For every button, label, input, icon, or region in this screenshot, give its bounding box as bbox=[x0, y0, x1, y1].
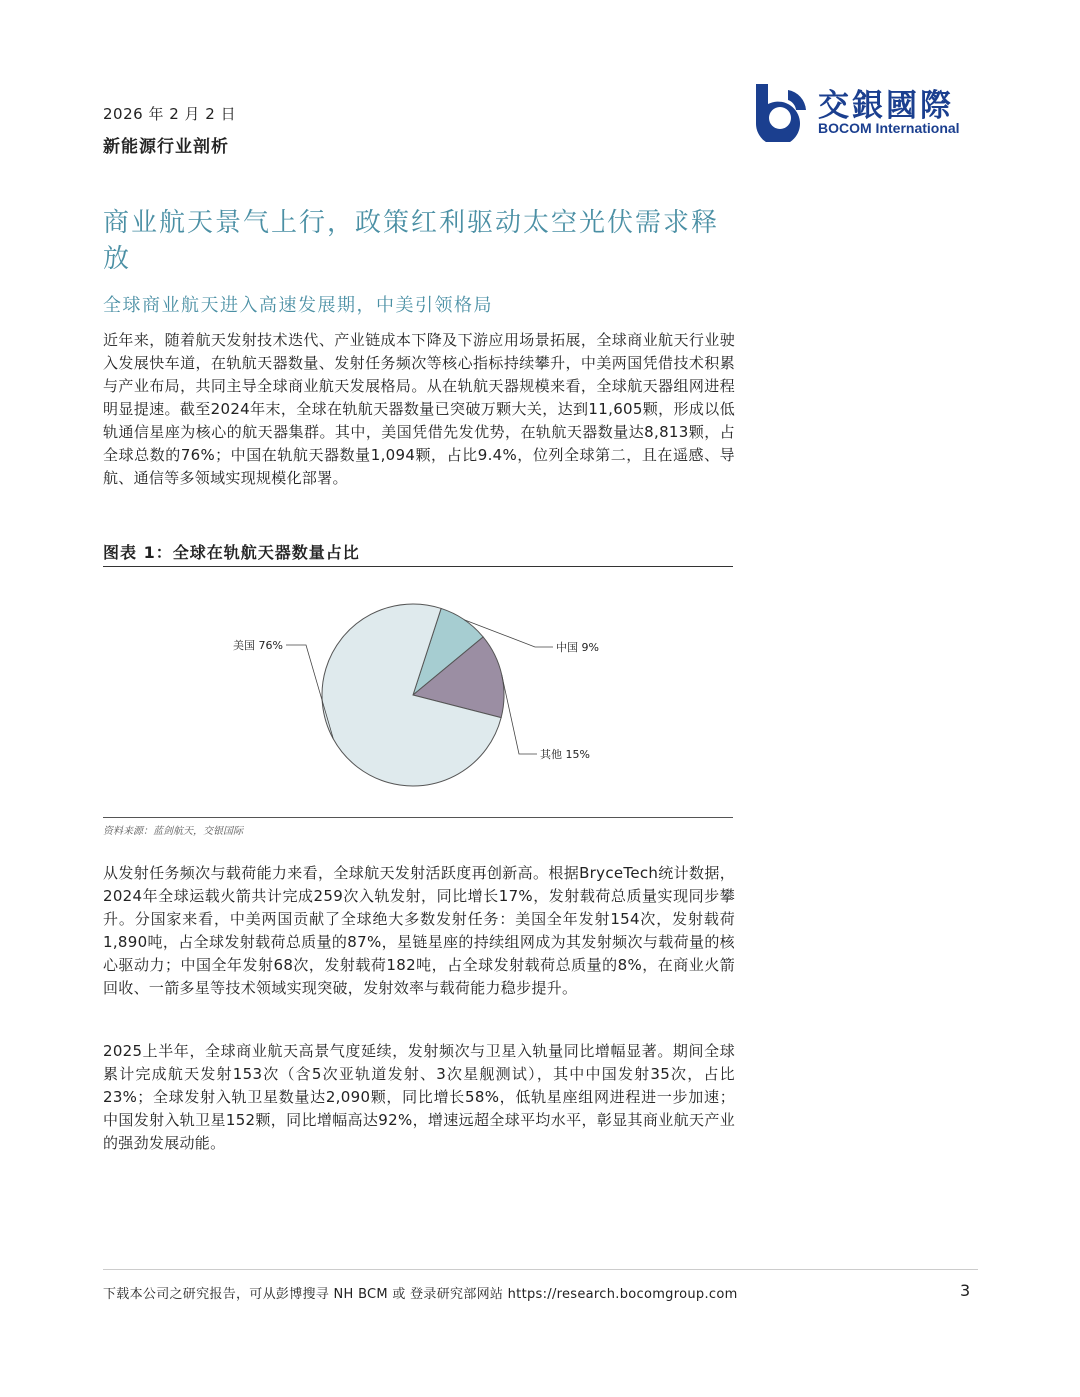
logo-chinese-name: 交銀國際 bbox=[818, 88, 954, 124]
report-category: 新能源行业剖析 bbox=[103, 137, 229, 157]
report-date: 2026 年 2 月 2 日 bbox=[103, 105, 237, 123]
footer-text: 下载本公司之研究报告，可从彭博搜寻 NH BCM 或 登录研究部网站 https://research.bocomgroup.com bbox=[103, 1287, 738, 1302]
pie-chart bbox=[103, 575, 733, 815]
page-number: 3 bbox=[960, 1281, 971, 1300]
pie-leader-line-其他 bbox=[502, 675, 537, 754]
figure-title: 图表 1：全球在轨航天器数量占比 bbox=[103, 543, 360, 562]
paragraph-2: 从发射任务频次与载荷能力来看，全球航天发射活跃度再创新高。根据BryceTech统计数据，2024年全球运载火箭共计完成259次入轨发射，同比增长17%，发射载荷总质量实现同步攀升。分国家来看，中美两国贡献了全球绝大多数发射任务：美国全年发射154次，发射载荷1,890吨，占全球发射载荷总质量的87%，星链星座的持续组网成为其发射频次与载荷量的核心驱动力；中国全年发射68次，发射载荷182吨，占全球发射载荷总质量的8%，在商业火箭回收、一箭多星等技术领域实现突破，发射效率与载荷能力稳步提升。 bbox=[103, 864, 735, 997]
figure-source: 资料来源：蓝剑航天，交银国际 bbox=[103, 826, 243, 837]
figure-top-rule bbox=[103, 566, 733, 567]
pie-label-中国: 中国 9% bbox=[556, 641, 599, 654]
logo-english-name: BOCOM International bbox=[818, 120, 960, 136]
pie-label-其他: 其他 15% bbox=[540, 748, 590, 761]
section-title: 商业航天景气上行，政策红利驱动太空光伏需求释放 bbox=[103, 208, 720, 274]
bocom-logo-icon bbox=[752, 80, 812, 142]
paragraph-3: 2025上半年，全球商业航天高景气度延续，发射频次与卫星入轨量同比增幅显著。期间全球累计完成航天发射153次（含5次亚轨道发射、3次星舰测试），其中中国发射35次，占比23%；全球发射入轨卫星数量达2,090颗，同比增长58%，低轨星座组网进程进一步加速；中国发射入轨卫星152颗，同比增幅高达92%，增速远超全球平均水平，彰显其商业航天产业的强劲发展动能。 bbox=[103, 1042, 735, 1152]
pie-label-美国: 美国 76% bbox=[233, 639, 283, 652]
footer-rule bbox=[103, 1269, 978, 1270]
company-logo bbox=[752, 80, 992, 142]
pie-chart-svg bbox=[103, 575, 733, 815]
section-subtitle: 全球商业航天进入高速发展期，中美引领格局 bbox=[103, 295, 493, 316]
figure-bottom-rule bbox=[103, 817, 733, 818]
paragraph-1: 近年来，随着航天发射技术迭代、产业链成本下降及下游应用场景拓展，全球商业航天行业驶入发展快车道，在轨航天器数量、发射任务频次等核心指标持续攀升，中美两国凭借技术积累与产业布局，共同主导全球商业航天发展格局。从在轨航天器规模来看，全球航天器组网进程明显提速。截至2024年末，全球在轨航天器数量已突破万颗大关，达到11,605颗，形成以低轨通信星座为核心的航天器集群。其中，美国凭借先发优势，在轨航天器数量达8,813颗，占全球总数的76%；中国在轨航天器数量1,094颗，占比9.4%，位列全球第二，且在遥感、导航、通信等多领域实现规模化部署。 bbox=[103, 331, 735, 487]
